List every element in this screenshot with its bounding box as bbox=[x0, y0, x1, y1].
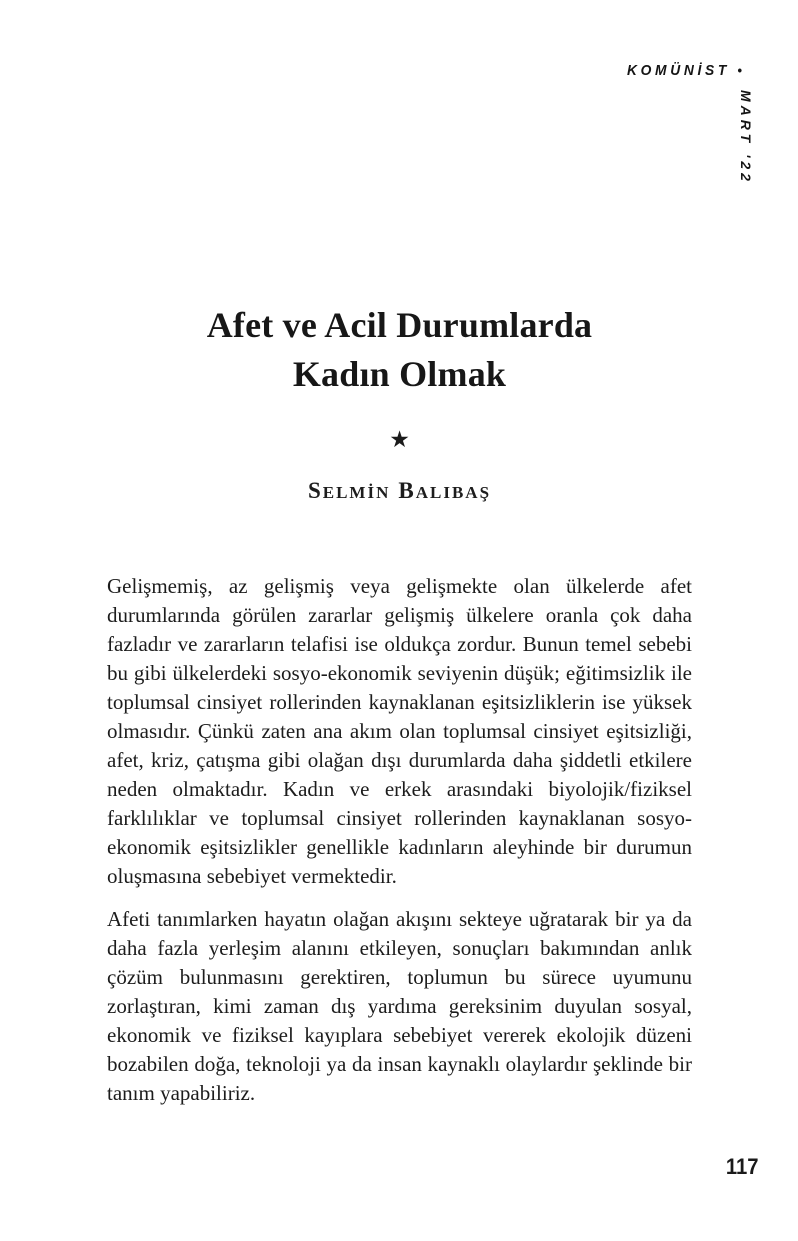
star-divider-icon: ★ bbox=[389, 427, 410, 452]
article-body bbox=[107, 572, 692, 1122]
author-first-initial: S bbox=[307, 478, 323, 503]
article-title-line1: Afet ve Acil Durumlarda bbox=[206, 305, 593, 345]
issue-date: MART '22 bbox=[738, 90, 754, 185]
page-number: 117 bbox=[725, 1154, 758, 1179]
article-title bbox=[107, 301, 692, 399]
bullet-separator: • bbox=[737, 62, 742, 78]
author-last-rest: ALIBAŞ bbox=[415, 483, 492, 502]
paragraph-1: Gelişmemiş, az gelişmiş veya gelişmekte olan ülkelerde afet durumlarında görülen zararlar gelişmiş ülkelere oranla çok daha fazladır ve zararların telafisi ise oldukça zordur. Bunun temel sebebi bu gibi ülkelerdeki sosyo-ekonomik seviyenin düşük; eğitimsizlik ile toplumsal cinsiyet rollerinden kaynaklanan eşitsizliklerin ise yüksek olmasıdır. Çünkü zaten ana akım olan toplumsal cinsiyet eşitsizliği, afet, kriz, çatışma gibi olağan dışı durumlarda daha şiddetli etkilere neden olmaktadır. Kadın ve erkek arasındaki biyolojik/fiziksel farklılıklar ve toplumsal cinsiyet rollerinden kaynaklanan sosyo-ekonomik eşitsizlikler genellikle kadınların aleyhinde bir durumun oluşmasına sebebiyet vermektedir. bbox=[107, 574, 692, 888]
article-title-line2: Kadın Olmak bbox=[292, 354, 507, 394]
magazine-masthead bbox=[627, 62, 742, 79]
paragraph-2: Afeti tanımlarken hayatın olağan akışını sekteye uğratarak bir ya da daha fazla yerleşim alanını etkileyen, sonuçları bakımından anlık çözüm bulunmasını gerektiren, toplumun bu sürece uyumunu zorlaştıran, kimi zaman dış yardıma gereksinim duyulan sosyal, ekonomik ve fiziksel kayıplara sebebiyet vererek ekolojik düzeni bozabilen doğa, teknoloji ya da insan kaynaklı olaylardır şeklinde bir tanım yapabiliriz. bbox=[107, 907, 692, 1105]
author-first-rest: ELMİN bbox=[322, 483, 391, 502]
author-name bbox=[107, 478, 692, 504]
author-last-initial: B bbox=[398, 478, 416, 503]
magazine-title: KOMÜNİST bbox=[627, 62, 731, 79]
